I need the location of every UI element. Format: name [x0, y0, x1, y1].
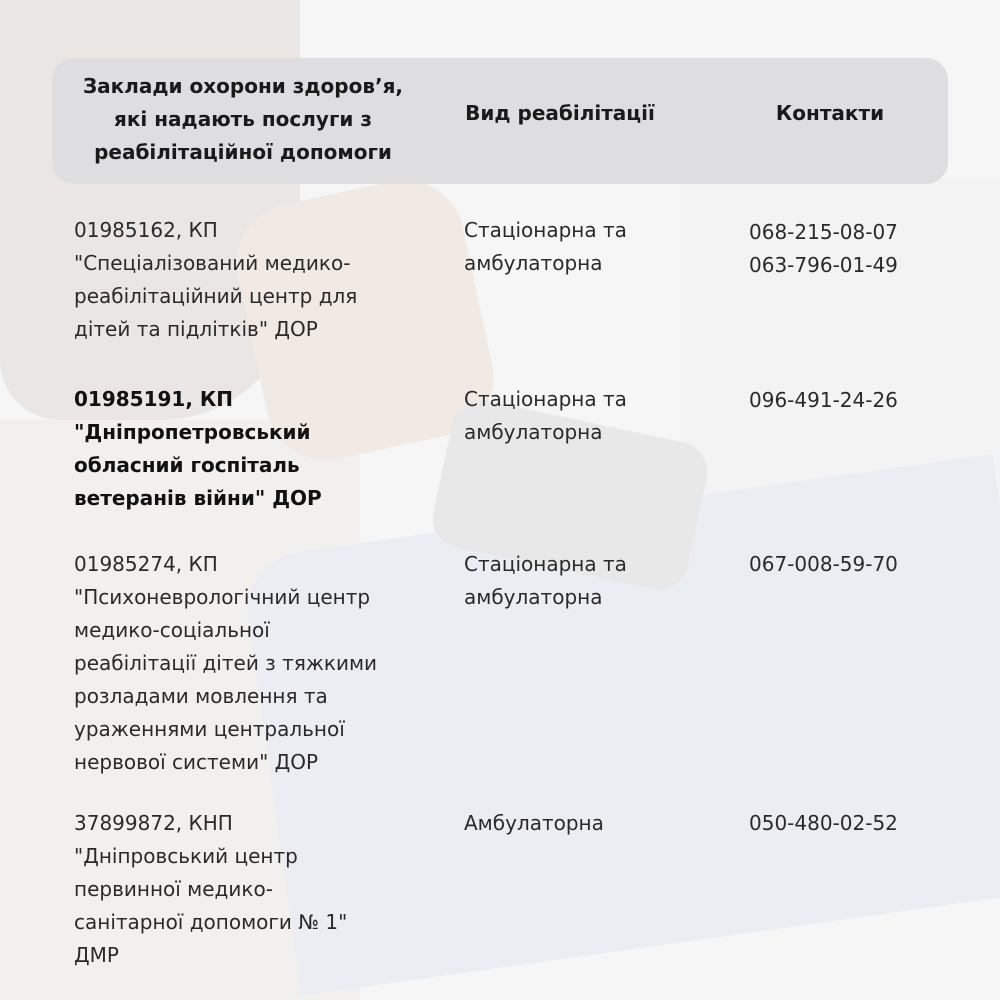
institution-line: 01985162, КП: [74, 218, 218, 242]
institution-line: розладами мовлення та: [74, 684, 328, 708]
institution-line: нервової системи" ДОР: [74, 750, 319, 774]
institution-line: медико-соціальної: [74, 618, 270, 642]
header-institutions-line: які надають послуги з: [114, 107, 372, 131]
institution-line: ураженнями центральної: [74, 717, 345, 741]
institution-line: обласний госпіталь: [74, 453, 300, 477]
institution-line: дітей та підлітків" ДОР: [74, 317, 318, 341]
type-line: Стаціонарна та: [464, 387, 627, 411]
row-4-type: [464, 807, 694, 840]
institution-line: "Психоневрологічний центр: [74, 585, 371, 609]
institution-line: санітарної допомоги № 1": [74, 910, 348, 934]
header-contacts: Контакти: [775, 101, 885, 125]
institution-line: ветеранів війни" ДОР: [74, 486, 322, 510]
institution-line: 01985191, КП: [74, 387, 233, 411]
row-4-contacts: [749, 807, 969, 840]
institution-line: реабілітаційний центр для: [74, 284, 358, 308]
row-1-institution: [74, 214, 434, 346]
institution-line: "Дніпропетровський: [74, 420, 311, 444]
phone-number[interactable]: 096-491-24-26: [749, 388, 898, 412]
row-3-institution: [74, 548, 434, 779]
type-line: Стаціонарна та: [464, 552, 627, 576]
header-institutions-line: реабілітаційної допомоги: [94, 140, 392, 164]
institution-line: реабілітації дітей з тяжкими: [74, 651, 378, 675]
type-line: амбулаторна: [464, 420, 603, 444]
institution-line: 01985274, КП: [74, 552, 218, 576]
phone-number[interactable]: 067-008-59-70: [749, 552, 898, 576]
phone-number[interactable]: 063-796-01-49: [749, 253, 898, 277]
institution-line: ДМР: [74, 943, 119, 967]
row-2-type: [464, 383, 694, 449]
header-institutions: [70, 70, 416, 169]
institution-line: "Спеціалізований медико-: [74, 251, 351, 275]
row-4-institution: [74, 807, 434, 972]
row-2-contacts: [749, 384, 969, 417]
header-institutions-line: Заклади охорони здоров’я,: [82, 74, 404, 98]
header-type: Вид реабілітації: [465, 101, 655, 125]
institution-line: "Дніпровський центр: [74, 844, 298, 868]
row-3-type: [464, 548, 694, 614]
row-1-contacts: [749, 216, 969, 282]
row-3-contacts: [749, 548, 969, 581]
type-line: Амбулаторна: [464, 811, 604, 835]
type-line: амбулаторна: [464, 251, 603, 275]
institution-line: первинної медико-: [74, 877, 273, 901]
row-2-institution: [74, 383, 434, 515]
phone-number[interactable]: 068-215-08-07: [749, 220, 898, 244]
institution-line: 37899872, КНП: [74, 811, 233, 835]
type-line: Стаціонарна та: [464, 218, 627, 242]
row-1-type: [464, 214, 694, 280]
type-line: амбулаторна: [464, 585, 603, 609]
phone-number[interactable]: 050-480-02-52: [749, 811, 898, 835]
